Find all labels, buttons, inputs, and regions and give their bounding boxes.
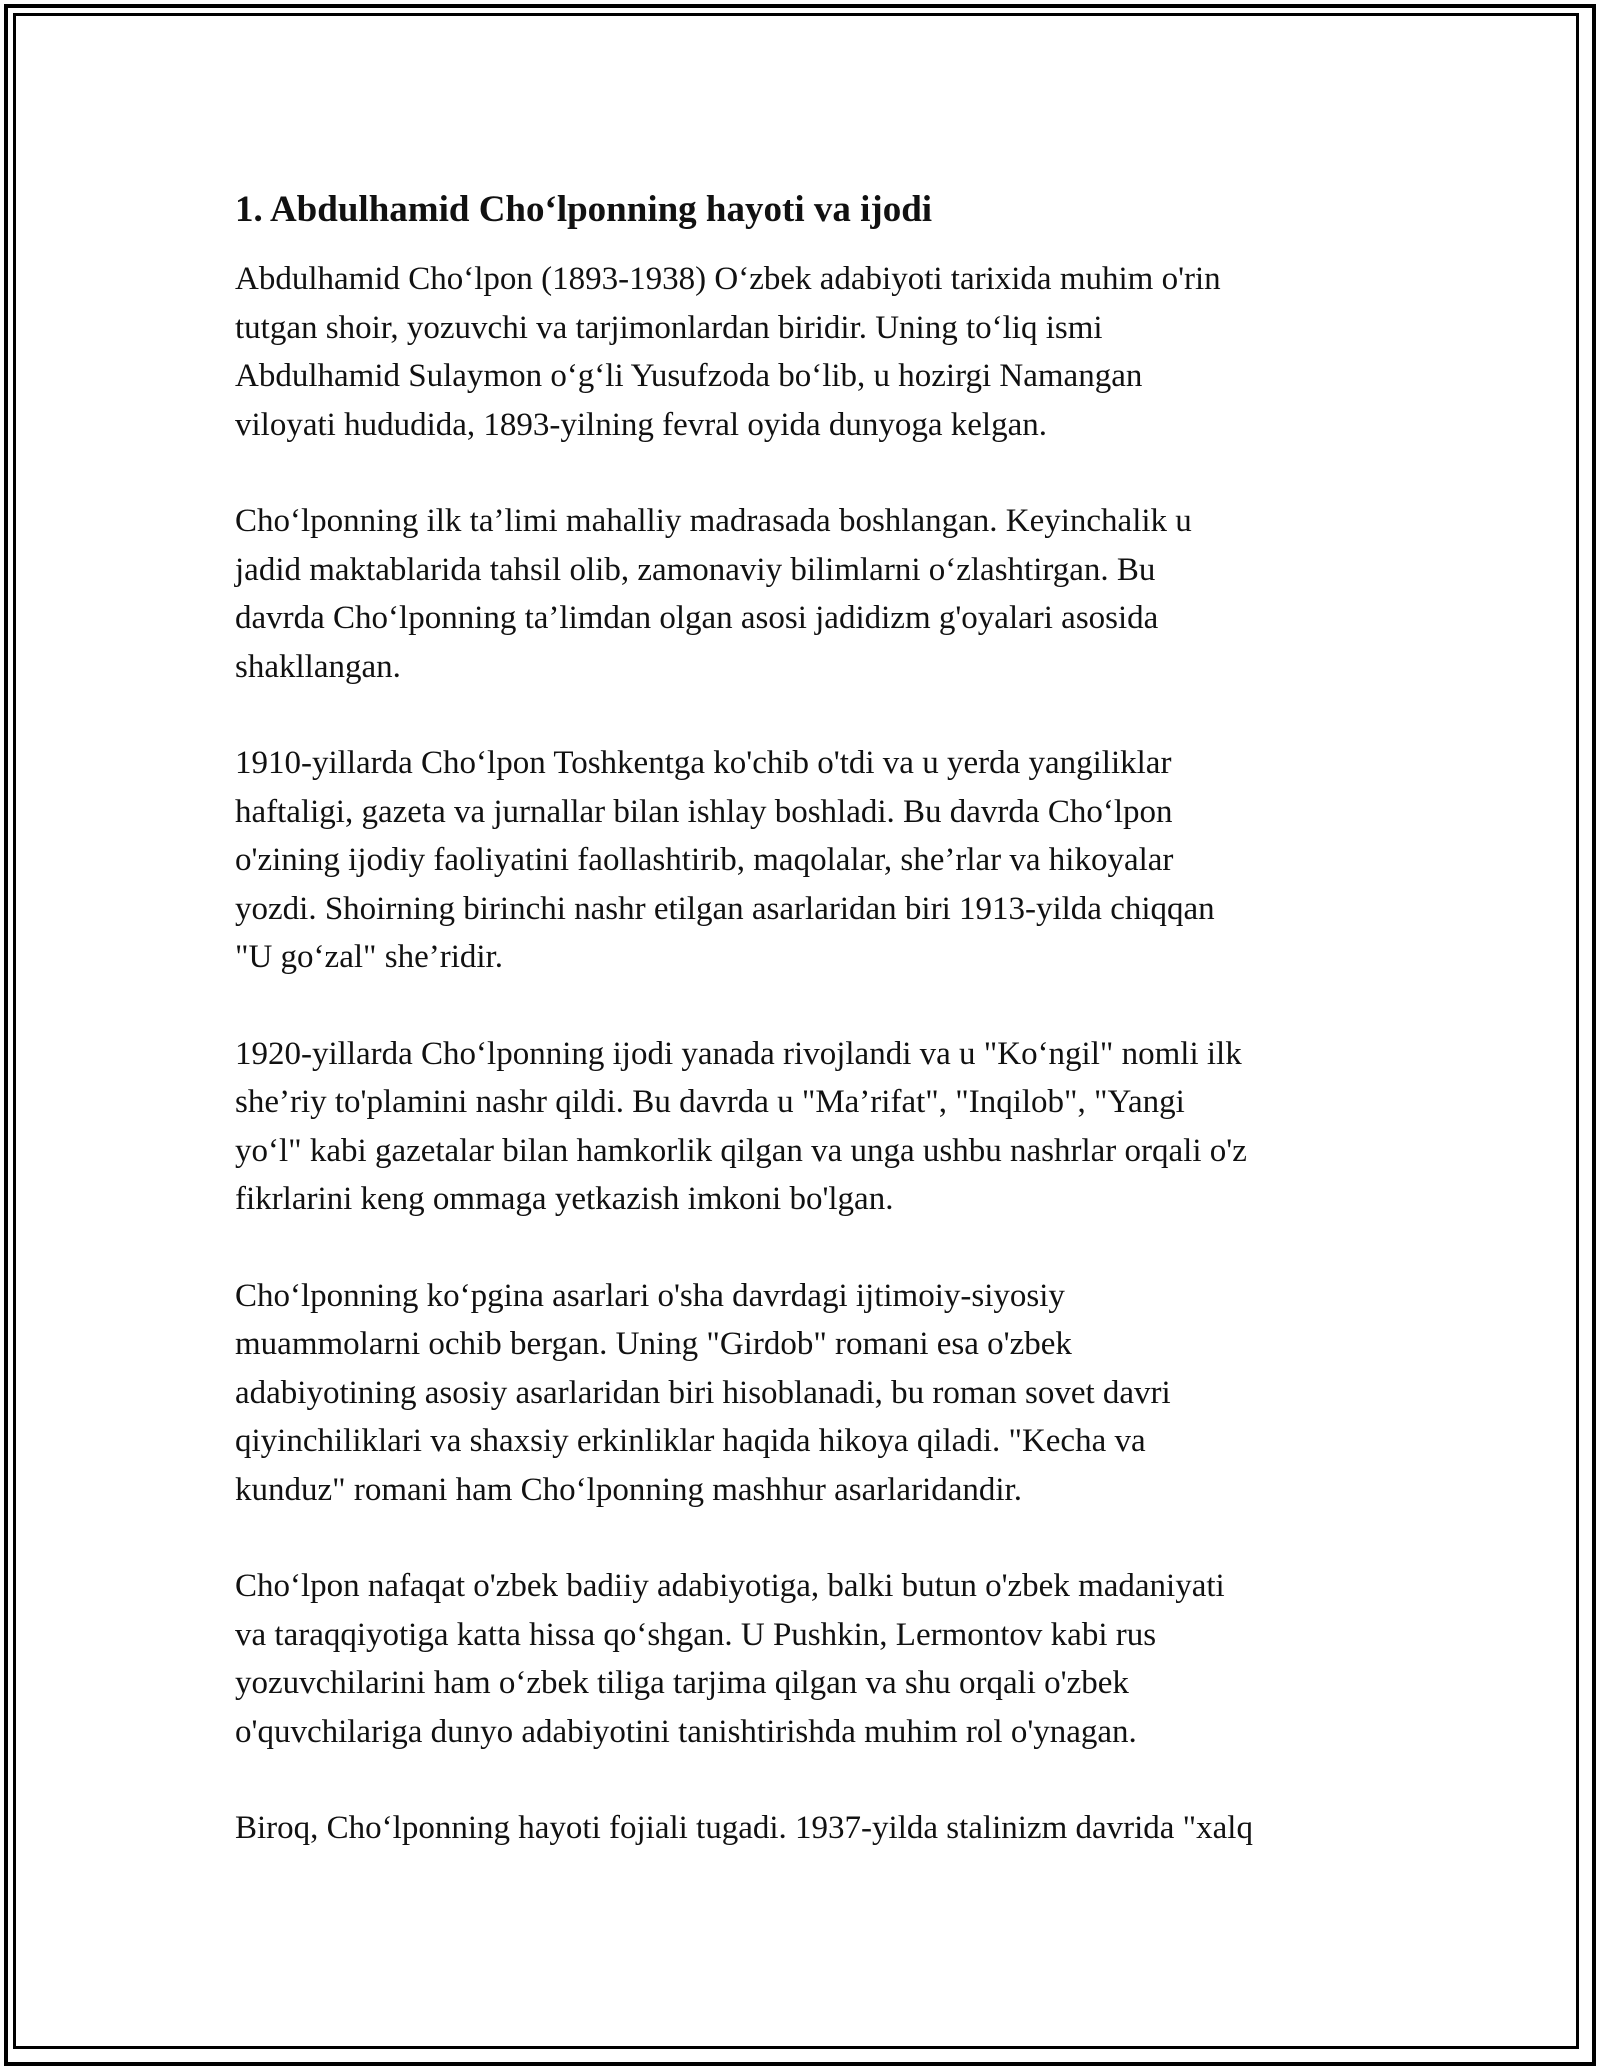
text-line: she’riy to'plamini nashr qildi. Bu davrda u "Ma’rifat", "Inqilob", "Yangi	[235, 1084, 1185, 1120]
text-line: o'zining ijodiy faoliyatini faollashtirib, maqolalar, she’rlar va hikoyalar	[235, 842, 1174, 878]
paragraph-contribution	[235, 1562, 1375, 1756]
text-line: 1920-yillarda Cho‘lponning ijodi yanada rivojlandi va u "Ko‘ngil" nomli ilk	[235, 1035, 1242, 1072]
text-line: viloyati hududida, 1893-yilning fevral oyida dunyoga kelgan.	[235, 406, 1047, 443]
text-line: shakllangan.	[235, 648, 401, 685]
paragraph-biography-intro	[235, 255, 1375, 449]
paragraph-works	[235, 1272, 1375, 1515]
text-line: muammolarni ochib bergan. Uning "Girdob" romani esa o'zbek	[235, 1326, 1072, 1362]
paragraph-education	[235, 497, 1375, 691]
paragraph-1910s	[235, 739, 1375, 982]
text-line: Biroq, Cho‘lponning hayoti fojiali tugadi. 1937-yilda stalinizm davrida "xalq	[235, 1810, 1253, 1846]
text-line: yozuvchilarini ham o‘zbek tiliga tarjima qilgan va shu orqali o'zbek	[235, 1665, 1129, 1701]
text-line: davrda Cho‘lponning ta’limdan olgan asosi jadidizm g'oyalari asosida	[235, 600, 1159, 636]
text-line: tutgan shoir, yozuvchi va tarjimonlardan biridir. Uning to‘liq ismi	[235, 309, 1103, 346]
text-line: fikrlarini keng ommaga yetkazish imkoni bo'lgan.	[235, 1181, 894, 1217]
text-line: Abdulhamid Cho‘lpon (1893-1938) O‘zbek adabiyoti tarixida muhim o'rin	[235, 261, 1221, 297]
paragraph-fate	[235, 1804, 1375, 1853]
text-line: yo‘l" kabi gazetalar bilan hamkorlik qilgan va unga ushbu nashrlar orqali o'z	[235, 1132, 1247, 1169]
text-line: va taraqqiyotiga katta hissa qo‘shgan. U Pushkin, Lermontov kabi rus	[235, 1616, 1157, 1653]
text-line: Cho‘lponning ilk ta’limi mahalliy madrasada boshlangan. Keyinchalik u	[235, 503, 1192, 539]
text-line: yozdi. Shoirning birinchi nashr etilgan asarlaridan biri 1913-yilda chiqqan	[235, 890, 1215, 927]
text-line: o'quvchilariga dunyo adabiyotini tanishtirishda muhim rol o'ynagan.	[235, 1713, 1137, 1750]
text-line: kunduz" romani ham Cho‘lponning mashhur asarlaridandir.	[235, 1471, 1022, 1508]
paragraph-1920s	[235, 1030, 1375, 1224]
document-body	[235, 185, 1375, 1901]
text-line: adabiyotining asosiy asarlaridan biri hisoblanadi, bu roman sovet davri	[235, 1374, 1171, 1411]
text-line: qiyinchiliklari va shaxsiy erkinliklar haqida hikoya qiladi. "Kecha va	[235, 1423, 1146, 1459]
text-line: Cho‘lponning ko‘pgina asarlari o'sha davrdagi ijtimoiy-siyosiy	[235, 1277, 1065, 1314]
section-heading: 1. Abdulhamid Cho‘lponning hayoti va ijodi	[235, 189, 933, 230]
text-line: 1910-yillarda Cho‘lpon Toshkentga ko'chib o'tdi va u yerda yangiliklar	[235, 745, 1172, 781]
text-line: haftaligi, gazeta va jurnallar bilan ishlay boshladi. Bu davrda Cho‘lpon	[235, 793, 1173, 830]
text-line: jadid maktablarida tahsil olib, zamonaviy bilimlarni o‘zlashtirgan. Bu	[235, 551, 1156, 588]
text-line: Abdulhamid Sulaymon o‘g‘li Yusufzoda bo‘lib, u hozirgi Namangan	[235, 358, 1143, 394]
text-line: Cho‘lpon nafaqat o'zbek badiiy adabiyotiga, balki butun o'zbek madaniyati	[235, 1568, 1225, 1604]
text-line: "U go‘zal" she’ridir.	[235, 939, 503, 975]
